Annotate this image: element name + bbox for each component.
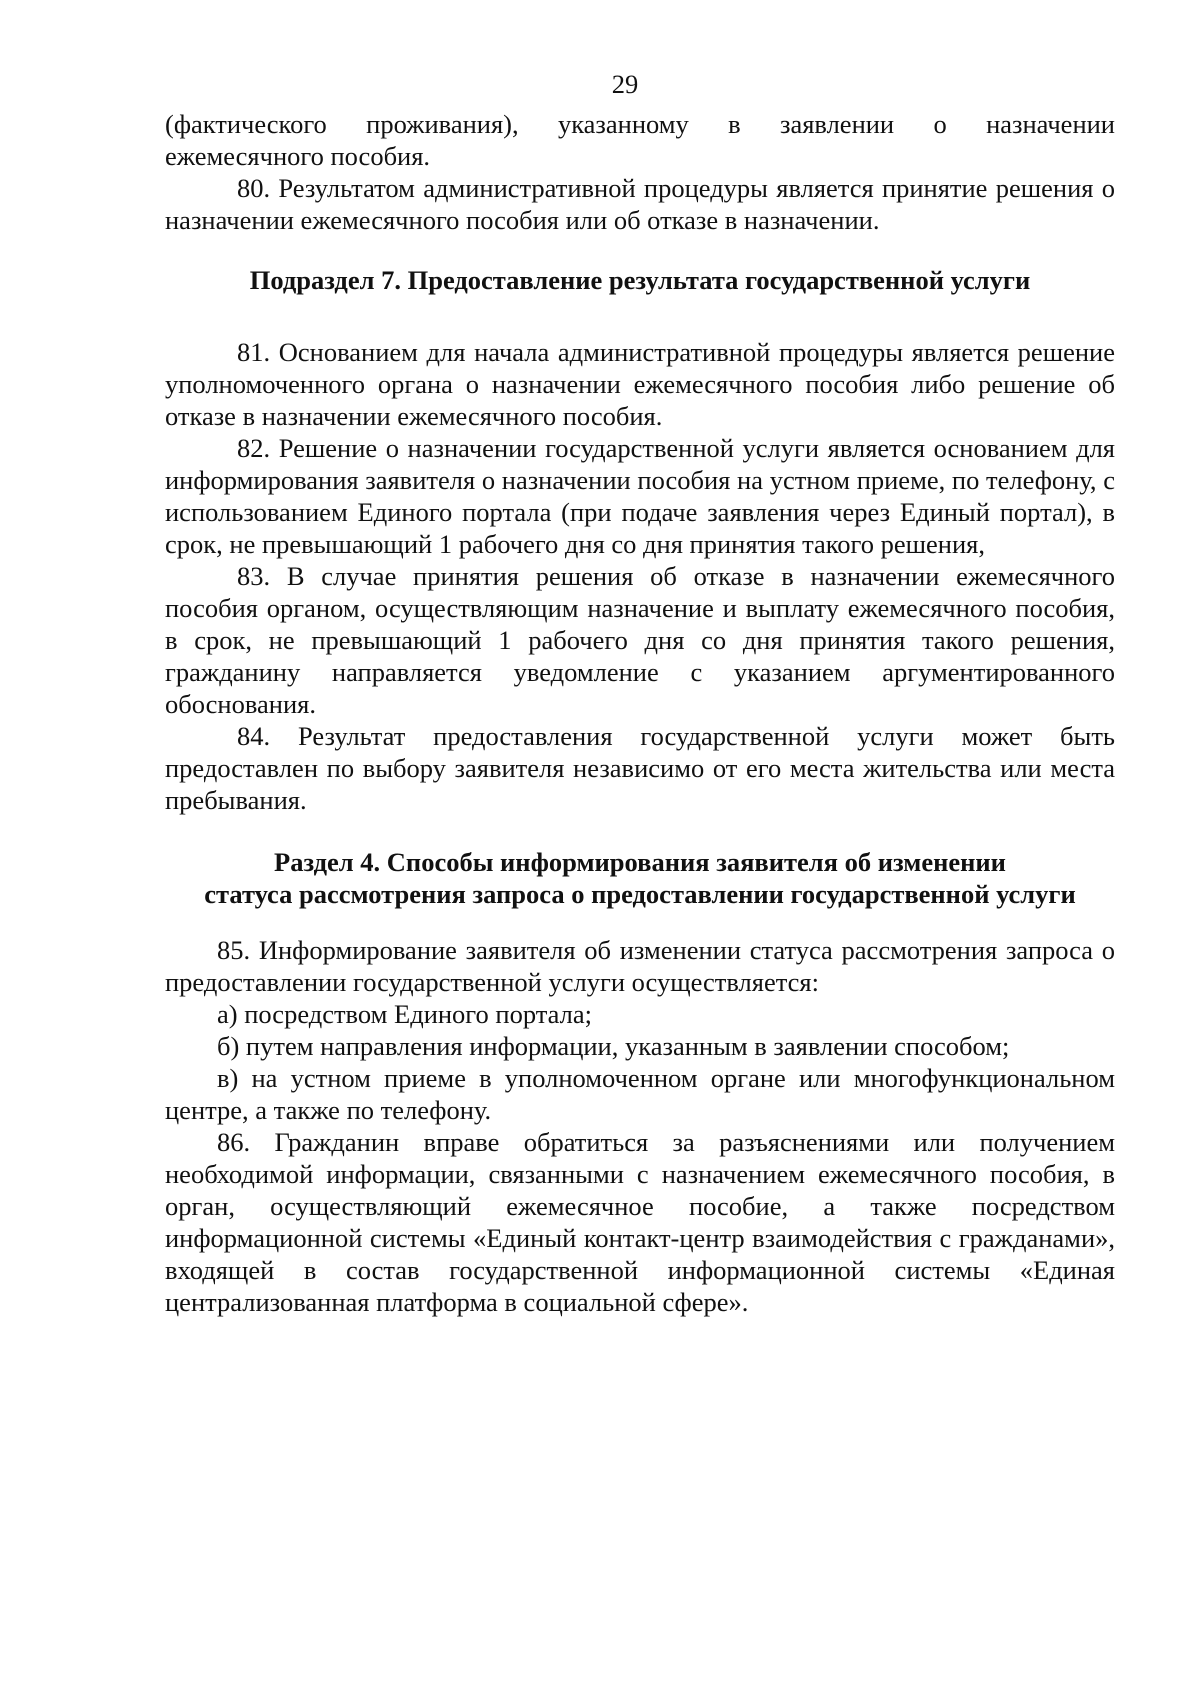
paragraph-85: 85. Информирование заявителя об изменении статуса рассмотрения запроса о предоставлении государственной услуги осуществляется:	[165, 935, 1115, 997]
paragraph-85-c: в) на устном приеме в уполномоченном органе или многофункциональном центре, а также по телефону.	[165, 1063, 1115, 1125]
continuation-line-1: (фактического проживания), указанному в заявлении о назначении	[165, 109, 1115, 139]
paragraph-81: 81. Основанием для начала административной процедуры является решение уполномоченного органа о назначении ежемесячного пособия либо решение об отказе в назначении ежемесячного пособия.	[165, 337, 1115, 431]
paragraph-82: 82. Решение о назначении государственной услуги является основанием для информирования заявителя о назначении пособия на устном приеме, по телефону, с использованием Единого портала (при подаче заявления через Единый портал), в срок, не превышающий 1 рабочего дня со дня принятия такого решения,	[165, 433, 1115, 559]
subsection-7-body	[165, 336, 1115, 816]
section-4-body	[165, 934, 1115, 1318]
paragraph-83: 83. В случае принятия решения об отказе в назначении ежемесячного пособия органом, осуществляющим назначение и выплату ежемесячного пособия, в срок, не превышающий 1 рабочего дня со дня принятия такого решения, гражданину направляется уведомление с указанием аргументированного обоснования.	[165, 561, 1115, 719]
top-text-block	[165, 108, 1115, 236]
paragraph-86: 86. Гражданин вправе обратиться за разъяснениями или получением необходимой информации, связанными с назначением ежемесячного пособия, в орган, осуществляющий ежемесячное пособие, а также посредством информационной системы «Единый контакт-центр взаимодействия с гражданами», входящей в состав государственной информационной системы «Единая централизованная платформа в социальной сфере».	[165, 1127, 1115, 1317]
paragraph-84: 84. Результат предоставления государственной услуги может быть предоставлен по выбору заявителя независимо от его места жительства или места пребывания.	[165, 721, 1115, 815]
continuation-line-2: ежемесячного пособия.	[165, 141, 431, 171]
section-4-title	[165, 846, 1115, 910]
paragraph-80: 80. Результатом административной процедуры является принятие решения о назначении ежемесячного пособия или об отказе в назначении.	[165, 173, 1115, 235]
section-4-title-line-1: Раздел 4. Способы информирования заявителя об изменении	[274, 847, 1006, 877]
page-number: 29	[611, 69, 639, 99]
section-4-title-line-2: статуса рассмотрения запроса о предоставлении государственной услуги	[204, 879, 1076, 909]
subsection-7-title: Подраздел 7. Предоставление результата государственной услуги	[249, 265, 1031, 295]
paragraph-85-b: б) путем направления информации, указанным в заявлении способом;	[217, 1031, 1010, 1061]
paragraph-85-a: а) посредством Единого портала;	[217, 999, 592, 1029]
